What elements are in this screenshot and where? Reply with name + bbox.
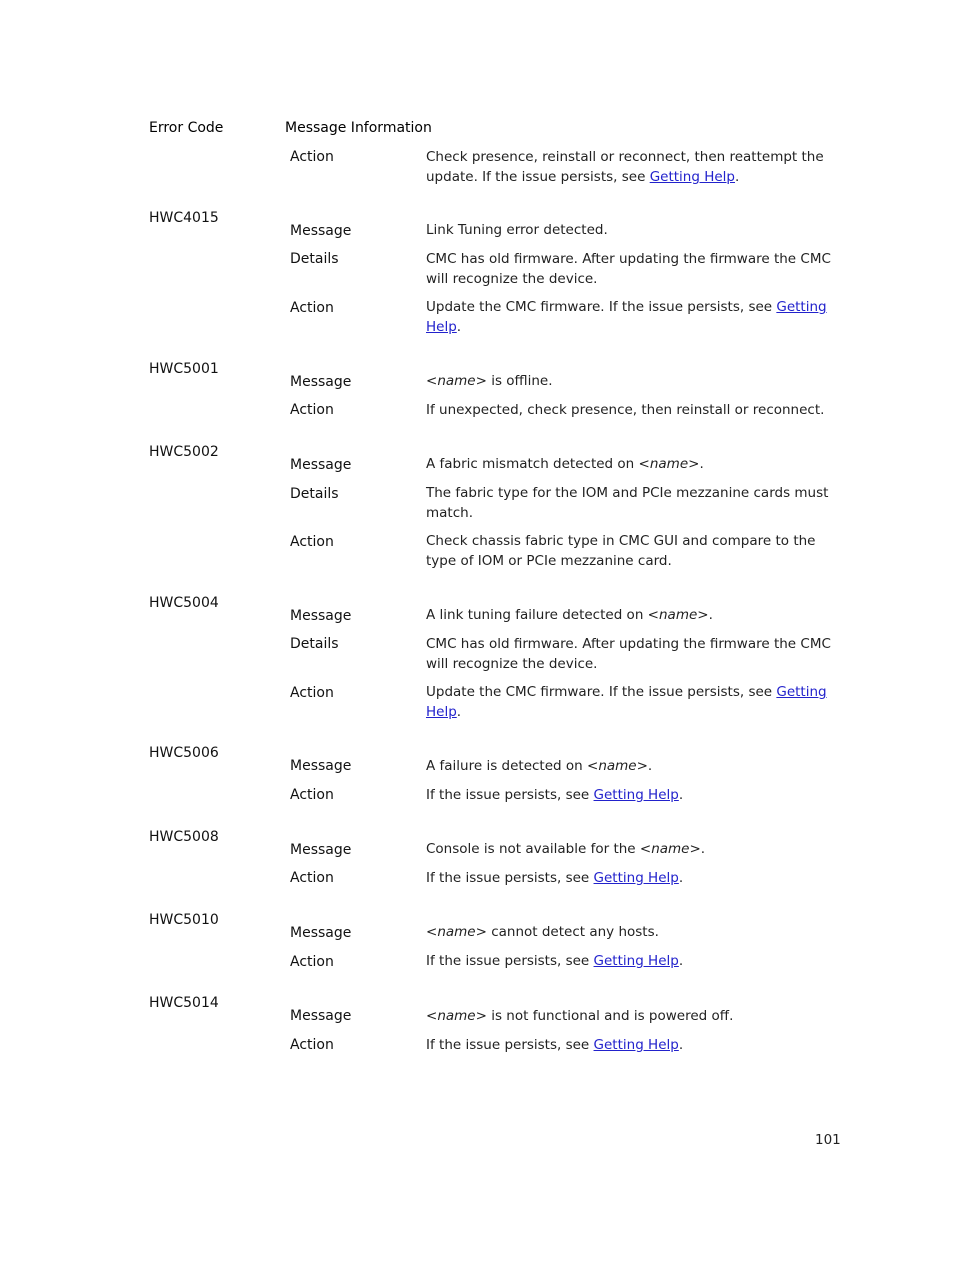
action-label: Action bbox=[290, 870, 334, 886]
details-label: Details bbox=[290, 636, 339, 652]
message-label: Message bbox=[290, 608, 352, 624]
error-code: HWC5002 bbox=[149, 444, 219, 460]
action-text: If the issue persists, see Getting Help. bbox=[426, 787, 684, 803]
action-label: Action bbox=[290, 402, 334, 418]
message-label: Message bbox=[290, 925, 352, 941]
details-label: Details bbox=[290, 486, 339, 502]
details-label: Details bbox=[290, 251, 339, 267]
error-code: HWC5004 bbox=[149, 595, 219, 611]
error-code: HWC5001 bbox=[149, 361, 219, 377]
action-text: If the issue persists, see Getting Help. bbox=[426, 870, 684, 886]
error-code: HWC5014 bbox=[149, 995, 219, 1011]
error-code: HWC4015 bbox=[149, 210, 219, 226]
action-text: If the issue persists, see Getting Help. bbox=[426, 1037, 684, 1053]
action-text: Check presence, reinstall or reconnect, then reattempt the update. If the issue persists, see Getting Help. bbox=[426, 149, 824, 185]
action-text: If unexpected, check presence, then reinstall or reconnect. bbox=[426, 402, 825, 418]
getting-help-link[interactable]: Getting bbox=[776, 684, 827, 700]
action-text: Update the CMC firmware. If the issue persists, see Getting Help. bbox=[426, 684, 827, 720]
getting-help-link[interactable]: Getting Help bbox=[593, 1037, 679, 1053]
column-header-error-code: Error Code bbox=[149, 120, 224, 136]
message-label: Message bbox=[290, 758, 352, 774]
details-text: CMC has old firmware. After updating the firmware the CMC will recognize the device. bbox=[426, 251, 831, 287]
page-number: 101 bbox=[815, 1132, 841, 1148]
message-text: A failure is detected on <name>. bbox=[426, 758, 653, 774]
action-text: Check chassis fabric type in CMC GUI and compare to the type of IOM or PCIe mezzanine card. bbox=[426, 533, 816, 569]
action-label: Action bbox=[290, 534, 334, 550]
message-label: Message bbox=[290, 457, 352, 473]
message-label: Message bbox=[290, 842, 352, 858]
details-text: The fabric type for the IOM and PCIe mezzanine cards must match. bbox=[426, 485, 829, 521]
error-code: HWC5008 bbox=[149, 829, 219, 845]
message-text: A fabric mismatch detected on <name>. bbox=[426, 456, 704, 472]
details-text: CMC has old firmware. After updating the firmware the CMC will recognize the device. bbox=[426, 636, 831, 672]
message-label: Message bbox=[290, 223, 352, 239]
action-label: Action bbox=[290, 787, 334, 803]
action-label: Action bbox=[290, 1037, 334, 1053]
error-code: HWC5006 bbox=[149, 745, 219, 761]
getting-help-link[interactable]: Help bbox=[426, 703, 457, 720]
message-text: Console is not available for the <name>. bbox=[426, 841, 706, 857]
action-text: If the issue persists, see Getting Help. bbox=[426, 953, 684, 969]
getting-help-link[interactable]: Getting Help bbox=[593, 787, 679, 803]
message-text: <name> is not functional and is powered off. bbox=[426, 1008, 734, 1024]
action-label: Action bbox=[290, 685, 334, 701]
getting-help-link[interactable]: Getting bbox=[776, 299, 827, 315]
column-header-message-information: Message Information bbox=[285, 120, 432, 136]
getting-help-link[interactable]: Getting Help bbox=[593, 870, 679, 886]
message-text: Link Tuning error detected. bbox=[426, 222, 608, 238]
action-text: Update the CMC firmware. If the issue persists, see Getting Help. bbox=[426, 299, 827, 335]
message-text: A link tuning failure detected on <name>. bbox=[426, 607, 713, 623]
message-text: <name> is offline. bbox=[426, 373, 553, 389]
action-label: Action bbox=[290, 954, 334, 970]
message-text: <name> cannot detect any hosts. bbox=[426, 924, 659, 940]
message-label: Message bbox=[290, 374, 352, 390]
getting-help-link[interactable]: Help bbox=[426, 318, 457, 335]
getting-help-link[interactable]: Getting Help bbox=[593, 953, 679, 969]
action-label: Action bbox=[290, 300, 334, 316]
action-label: Action bbox=[290, 149, 334, 165]
getting-help-link[interactable]: Getting Help bbox=[649, 168, 735, 185]
error-code: HWC5010 bbox=[149, 912, 219, 928]
message-label: Message bbox=[290, 1008, 352, 1024]
